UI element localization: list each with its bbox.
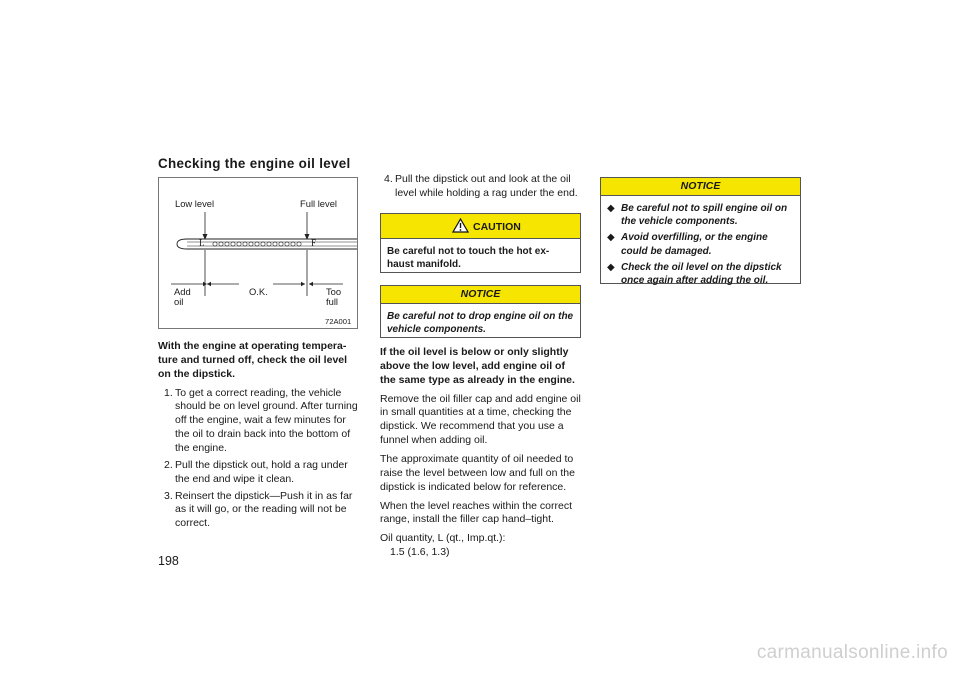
warning-triangle-icon <box>452 218 469 233</box>
notice-2-bullet-2 <box>607 231 794 257</box>
notice-1-text: Be careful not to drop engine oil on the vehicle components. <box>387 311 574 336</box>
notice-box-1 <box>380 285 581 338</box>
left-column <box>158 340 360 534</box>
page-title: Checking the engine oil level <box>158 156 351 171</box>
notice-2-header: NOTICE <box>601 178 800 196</box>
notice-2-bullet-2-text: Avoid overfilling, or the engine could be damaged. <box>621 232 768 257</box>
step-1 <box>164 387 360 456</box>
paragraph-low-level: If the oil level is below or only slightly above the low level, add engine oil of the same type as already in the engine. <box>380 346 575 386</box>
notice-2-bullet-3-text: Check the oil level on the dipstick once again after adding the oil. <box>621 261 782 286</box>
page-number: 198 <box>158 554 179 568</box>
caution-text: Be careful not to touch the hot ex-haust manifold. <box>387 246 550 271</box>
step-3 <box>164 490 360 532</box>
step-3-number: 3. <box>164 489 173 502</box>
dipstick-figure <box>158 177 358 329</box>
step-2 <box>164 459 360 487</box>
notice-box-2 <box>600 177 801 284</box>
full-level-label: Full level <box>300 198 337 209</box>
oil-quantity-value: 1.5 (1.6, 1.3) <box>390 546 450 559</box>
paragraph-filler-cap: When the level reaches within the correct range, install the filler cap hand–tight. <box>380 499 573 526</box>
add-oil-label-1: Add <box>174 286 191 297</box>
paragraph-add-oil: Remove the oil filler cap and add engine oil in small quantities at a time, checking the dipstick. We recommend that you use a funnel when adding oil. <box>380 392 581 447</box>
too-full-label-2: full <box>326 296 338 307</box>
notice-1-header: NOTICE <box>381 286 580 304</box>
figure-code: 72A001 <box>325 317 352 326</box>
notice-2-bullet-1 <box>607 202 794 228</box>
oil-quantity-label: Oil quantity, L (qt., Imp.qt.): <box>380 532 506 545</box>
middle-step-4 <box>384 173 581 204</box>
step-4-text: Pull the dipstick out and look at the oil level while holding a rag under the end. <box>395 173 578 199</box>
dipstick-f-mark: F <box>311 238 317 248</box>
diamond-bullet-icon: ◆ <box>607 261 615 273</box>
notice-2-bullet-3 <box>607 261 794 287</box>
dipstick-l-mark: L <box>199 238 205 248</box>
watermark: carmanualsonline.info <box>756 641 948 663</box>
step-3-text: Reinsert the dipstick—Push it in as far as it will go, or the reading will not be correct. <box>175 489 353 530</box>
step-2-text: Pull the dipstick out, hold a rag under the end and wipe it clean. <box>175 458 348 485</box>
too-full-label-1: Too <box>326 286 342 297</box>
step-1-text: To get a correct reading, the vehicle should be on level ground. After turning off the engine, wait a few minutes for the oil to drain back into the bottom of the engine. <box>175 386 358 455</box>
diamond-bullet-icon: ◆ <box>607 232 615 244</box>
notice-2-body <box>601 196 800 287</box>
step-2-number: 2. <box>164 458 173 471</box>
intro-text: With the engine at operating tempera-ture and turned off, check the oil level on the dipstick. <box>158 340 348 380</box>
low-level-label: Low level <box>175 198 215 209</box>
paragraph-oil-quantity <box>380 532 582 560</box>
step-1-number: 1. <box>164 386 173 399</box>
caution-header <box>381 214 580 239</box>
caution-label: CAUTION <box>473 221 521 233</box>
ok-label: O.K. <box>249 286 268 297</box>
notice-2-bullet-1-text: Be careful not to spill engine oil on the vehicle components. <box>621 203 788 228</box>
middle-column <box>380 346 582 560</box>
paragraph-quantity: The approximate quantity of oil needed to raise the level between low and full on the dipstick is indicated below for reference. <box>380 453 575 493</box>
caution-box <box>380 213 581 273</box>
step-4-number: 4. <box>384 173 393 185</box>
add-oil-label-2: oil <box>174 296 184 307</box>
step-4 <box>384 173 581 201</box>
diamond-bullet-icon: ◆ <box>607 203 615 214</box>
